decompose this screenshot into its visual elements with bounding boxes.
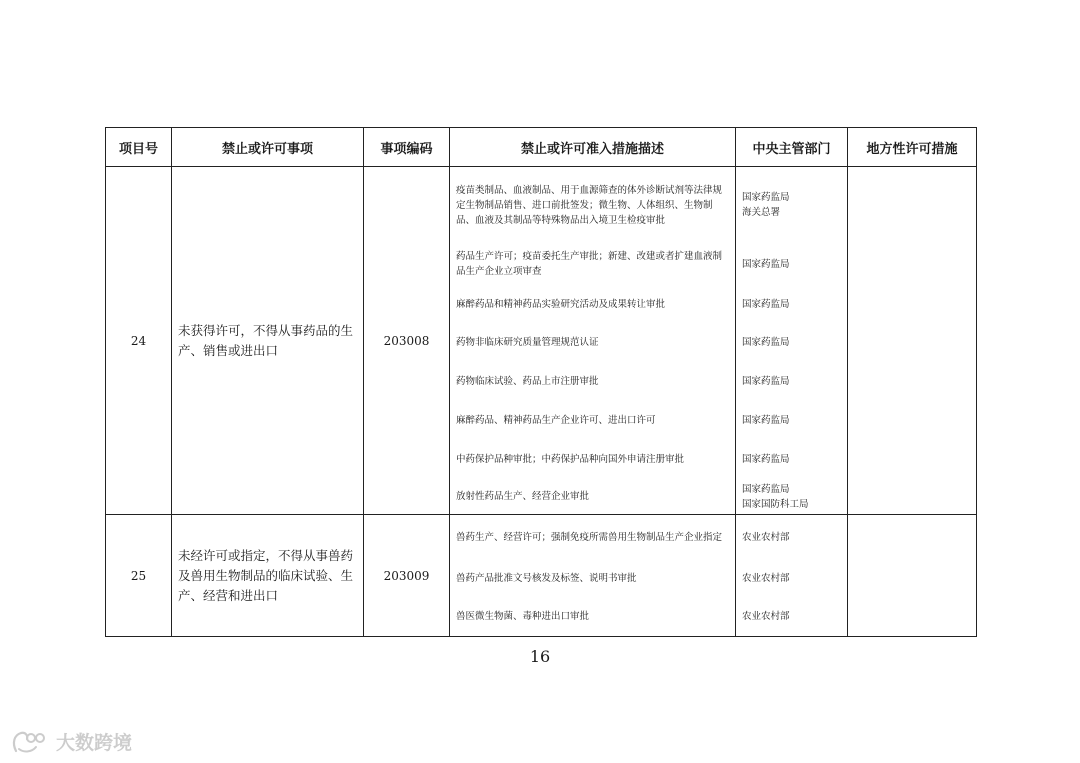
measure-desc: 疫苗类制品、血液制品、用于血源筛查的体外诊断试剂等法律规定生物制品销售、进口前批签发；微生物、人体组织、生物制品、血液及其制品等特殊物品出入境卫生检疫审批: [456, 184, 723, 226]
measure-desc: 兽医微生物菌、毒种进出口审批: [456, 610, 590, 622]
permit-table-container: [105, 127, 976, 637]
table-row: [106, 167, 977, 515]
measure-desc: 中药保护品种审批；中药保护品种向国外申请注册审批: [456, 453, 685, 465]
watermark: [10, 728, 132, 755]
measure-dept: 国家药监局: [742, 376, 790, 387]
page-number: 16: [529, 647, 551, 666]
measure-desc: 麻醉药品和精神药品实验研究活动及成果转让审批: [456, 298, 666, 310]
row-24-no: 24: [106, 167, 172, 515]
row-25-no: 25: [106, 515, 172, 637]
measure-desc: 药物临床试验、药品上市注册审批: [456, 376, 599, 387]
row-24-local-measure: [848, 167, 977, 515]
measure-dept: 国家药监局: [742, 337, 790, 348]
measure-dept: 农业农村部: [742, 531, 790, 543]
row-25-desc-cell: [450, 515, 736, 637]
row-24-item: 未获得许可，不得从事药品的生产、销售或进出口: [172, 167, 364, 515]
measure-desc: 兽药产品批准文号核发及标签、说明书审批: [456, 572, 637, 584]
measure-dept: 国家药监局: [742, 298, 790, 310]
row-24-dept-cell: [736, 167, 848, 515]
row-25-code: 203009: [364, 515, 450, 637]
watermark-logo-icon: [10, 729, 50, 755]
measure-dept: 国家药监局: [742, 414, 790, 426]
measure-desc: 药物非临床研究质量管理规范认证: [456, 337, 599, 348]
measure-desc: 兽药生产、经营许可；强制免疫所需兽用生物制品生产企业指定: [456, 531, 723, 543]
row-24-desc-cell: [450, 167, 736, 515]
measure-dept: 国家药监局 国家国防科工局: [742, 483, 809, 510]
measure-desc: 放射性药品生产、经营企业审批: [456, 491, 590, 502]
header-permit-item: 禁止或许可事项: [172, 128, 364, 167]
table-header-row: [106, 128, 977, 167]
row-24-code: 203008: [364, 167, 450, 515]
table-row: [106, 515, 977, 637]
watermark-text: 大数跨境: [56, 732, 133, 754]
measure-dept: 农业农村部: [742, 610, 790, 622]
row-25-dept-cell: [736, 515, 848, 637]
row-25-item: 未经许可或指定，不得从事兽药及兽用生物制品的临床试验、生产、经营和进出口: [172, 515, 364, 637]
measure-dept: 国家药监局: [742, 258, 790, 270]
header-central-dept: 中央主管部门: [736, 128, 848, 167]
measure-dept: 国家药监局 海关总署: [742, 192, 790, 218]
header-measure-desc: 禁止或许可准入措施描述: [450, 128, 736, 167]
measure-desc: 麻醉药品、精神药品生产企业许可、进出口许可: [456, 414, 656, 426]
header-local-measure: 地方性许可措施: [848, 128, 977, 167]
measure-desc: 药品生产许可；疫苗委托生产审批；新建、改建或者扩建血液制品生产企业立项审查: [456, 251, 723, 277]
measure-dept: 国家药监局: [742, 453, 790, 465]
measure-dept: 农业农村部: [742, 572, 790, 584]
permit-table: [105, 127, 977, 637]
row-25-local-measure: [848, 515, 977, 637]
header-item-no: 项目号: [106, 128, 172, 167]
header-item-code: 事项编码: [364, 128, 450, 167]
